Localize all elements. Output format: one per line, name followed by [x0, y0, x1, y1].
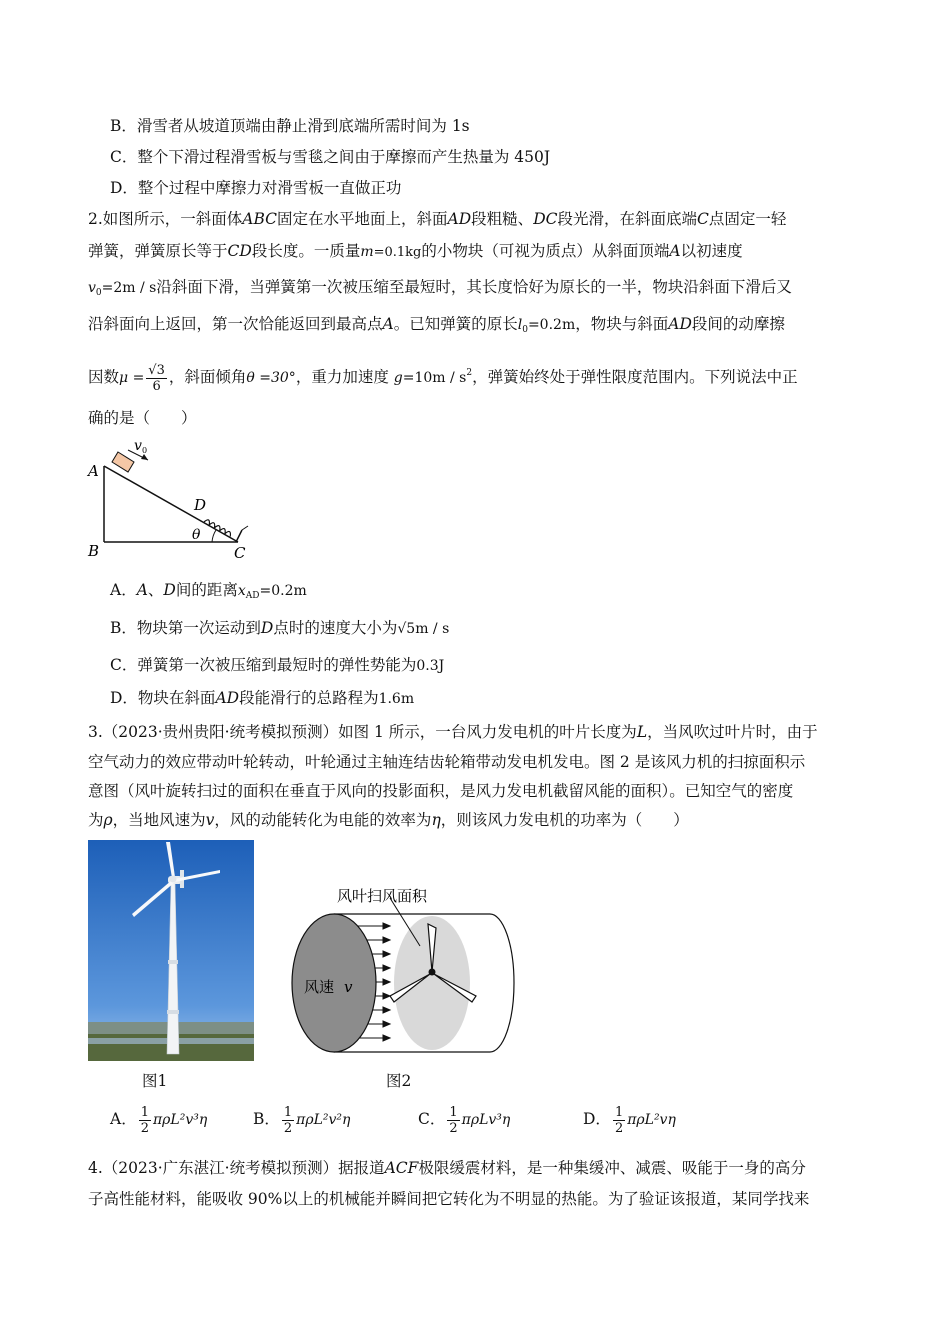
point-b-label: B — [88, 542, 100, 560]
q4-stem-line-2: 子高性能材料，能吸收 90%以上的机械能并瞬间把它转化为不明显的热能。为了验证该报道，某同学找来 — [88, 1190, 810, 1208]
q2-stem-line-3: $v_0=2m / s$沿斜面下滑，当弹簧第一次被压缩至最短时，其长度恰好为原长的一半，物块沿斜面下滑后又 — [88, 278, 792, 298]
block — [112, 452, 134, 472]
q3-option-c: C． $\frac{1}{2}$ πρLv³η — [418, 1104, 511, 1136]
q4-stem-line-1: 4.（2023·广东湛江·统考模拟预测）据报道ACF极限缓震材料，是一种集缓冲、减震、吸能于一身的高分 — [88, 1159, 806, 1177]
q2-option-b: B．物块第一次运动到D点时的速度大小为√5m / s — [110, 619, 450, 637]
q3-stem-line-1: 3.（2023·贵州贵阳·统考模拟预测）如图 1 所示，一台风力发电机的叶片长度为L，当风吹过叶片时，由于 — [88, 723, 818, 741]
q1-option-d: D．整个过程中摩擦力对滑雪板一直做正功 — [110, 179, 402, 197]
point-d-label: D — [194, 496, 207, 514]
wall — [236, 530, 242, 542]
swept-area-diagram — [282, 880, 527, 1058]
q3-option-b: B． $\frac{1}{2}$ πρL²v²η — [253, 1104, 351, 1136]
fig1-caption: 图1 — [142, 1072, 168, 1090]
spring — [204, 519, 232, 537]
q3-stem-line-4: 为ρ，当地风速为v，风的动能转化为电能的效率为η，则该风力发电机的功率为（ ） — [88, 811, 689, 829]
point-a-label: A — [88, 462, 99, 480]
fig2-caption: 图2 — [386, 1072, 412, 1090]
q2-stem-line-5: 因数μ = $\frac{√3}{6}$ ，斜面倾角θ =30°，重力加速度 $g=10m / s^2$，弹簧始终处于弹性限度范围内。下列说法中正 — [88, 362, 798, 394]
svg-text:0: 0 — [142, 446, 148, 455]
q3-stem-line-2: 空气动力的效应带动叶轮转动，叶轮通过主轴连结齿轮箱带动发电机发电。图 2 是该风力机的扫掠面积示 — [88, 753, 806, 771]
q2-stem-line-1: 2.如图所示，一斜面体ABC固定在水平地面上，斜面AD段粗糙、DC段光滑，在斜面底端C点固定一轻 — [88, 210, 787, 228]
v0-label: v — [134, 438, 142, 454]
wind-turbine-photo — [88, 840, 254, 1061]
q2-option-c: C．弹簧第一次被压缩到最短时的弹性势能为0.3J — [110, 656, 445, 674]
q3-option-d: D． $\frac{1}{2}$ πρL²vη — [583, 1104, 676, 1136]
theta-label: θ — [192, 527, 201, 543]
q1-option-b: B．滑雪者从坡道顶端由静止滑到底端所需时间为 1s — [110, 117, 470, 135]
q3-option-a: A． $\frac{1}{2}$ πρL²v³η — [110, 1104, 208, 1136]
incline-diagram — [80, 438, 270, 566]
swept-area-label: 风叶扫风面积 — [337, 887, 428, 905]
q1-option-c: C．整个下滑过程滑雪板与雪毯之间由于摩擦而产生热量为 450J — [110, 148, 551, 166]
svg-text:v: v — [344, 978, 353, 996]
q2-option-d: D．物块在斜面AD段能滑行的总路程为1.6m — [110, 689, 415, 707]
q2-stem-line-2: 弹簧，弹簧原长等于CD段长度。一质量m=0.1kg的小物块（可视为质点）从斜面顶端A以初速度 — [88, 242, 743, 260]
wind-speed-label: 风速 — [304, 978, 335, 996]
point-c-label: C — [234, 544, 246, 562]
q2-stem-line-6: 确的是（ ） — [88, 409, 197, 427]
mu-fraction: $\frac{√3}{6}$ — [148, 362, 165, 394]
q2-option-a: A．A、D间的距离$x_{AD}=0.2m$ — [110, 581, 307, 601]
q3-stem-line-3: 意图（风叶旋转扫过的面积在垂直于风向的投影面积，是风力发电机截留风能的面积）。已知空气的密度 — [88, 782, 794, 800]
q2-stem-line-4: 沿斜面向上返回，第一次恰能返回到最高点A。已知弹簧的原长$l_0=0.2m$，物块与斜面AD段间的动摩擦 — [88, 315, 785, 335]
